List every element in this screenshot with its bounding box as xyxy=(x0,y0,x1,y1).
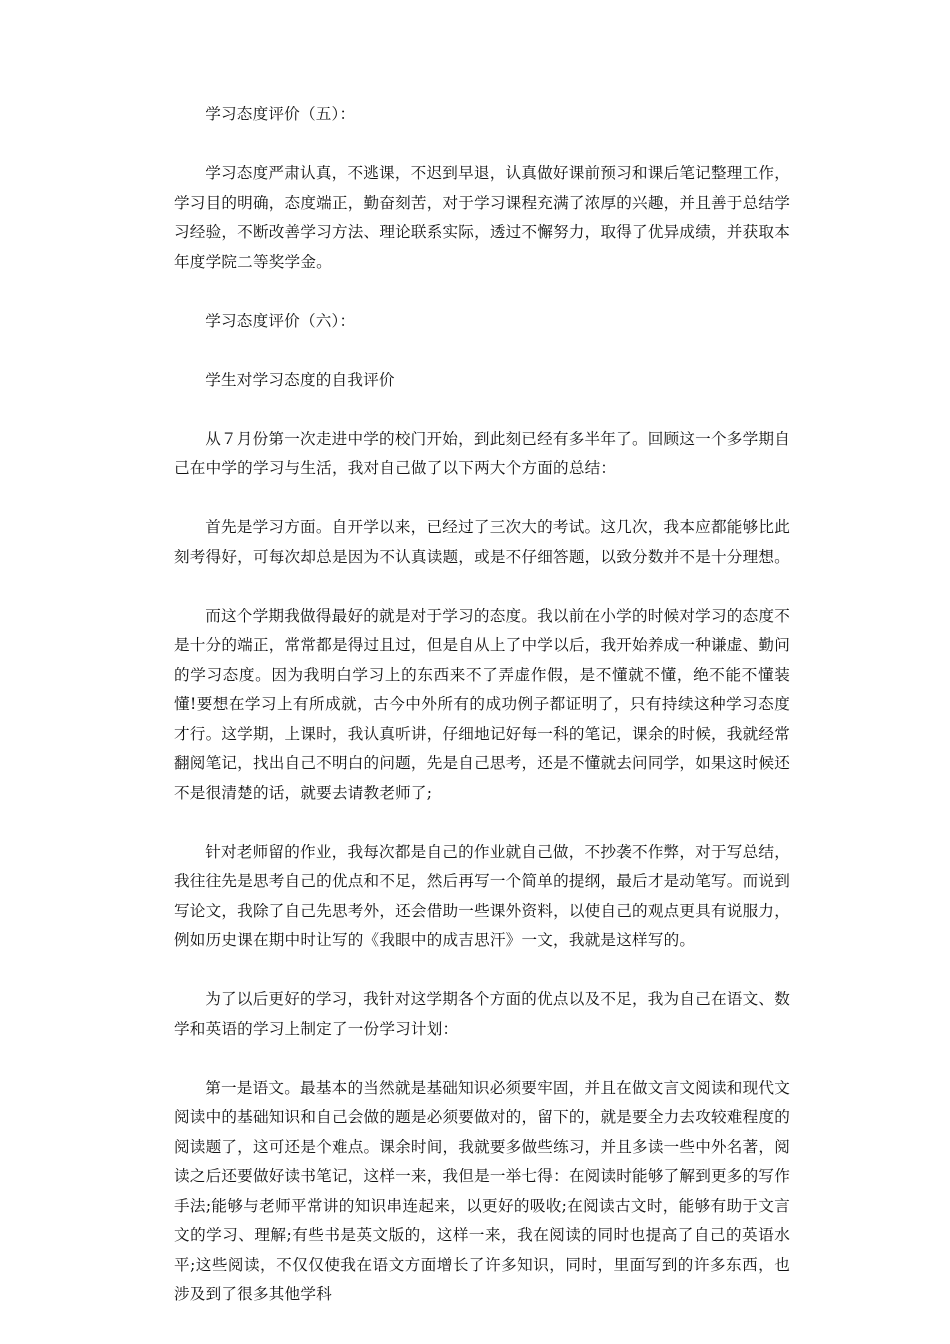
paragraph-chinese-plan: 第一是语文。最基本的当然就是基础知识必须要牢固，并且在做文言文阅读和现代文阅读中的基础知识和自己会做的题是必须要做对的，留下的，就是要全力去攻较难程度的阅读题了，这可还是个难点。课余时间，我就要多做些练习，并且多读一些中外名著，阅读之后还要做好读书笔记，这样一来，我但是一举七得：在阅读时能够了解到更多的写作手法;能够与老师平常讲的知识串连起来，以更好的吸收;在阅读古文时，能够有助于文言文的学习、理解;有些书是英文版的，这样一来，我在阅读的同时也提高了自己的英语水平;这些阅读，不仅仅使我在语文方面增长了许多知识，同时，里面写到的许多东西，也涉及到了很多其他学科 xyxy=(174,1078,790,1303)
paragraph-study-aspect: 首先是学习方面。自开学以来，已经过了三次大的考试。这几次，我本应都能够比此刻考得好，可每次却总是因为不认真读题，或是不仔细答题，以致分数并不是十分理想。 xyxy=(174,518,790,566)
section-heading-five: 学习态度评价（五）： xyxy=(205,105,356,123)
section-heading-six: 学习态度评价（六）： xyxy=(205,311,356,330)
subheading-self-evaluation: 学生对学习态度的自我评价 xyxy=(205,370,395,389)
paragraph-evaluation-five: 学习态度严肃认真，不逃课，不迟到早退，认真做好课前预习和课后笔记整理工作，学习目的明确，态度端正，勤奋刻苦，对于学习课程充满了浓厚的兴趣，并且善于总结学习经验，不断改善学习方法、理论联系实际，透过不懈努力，取得了优异成绩，并获取本年度学院二等奖学金。 xyxy=(174,164,790,271)
document-page xyxy=(174,100,790,1310)
paragraph-study-attitude: 而这个学期我做得最好的就是对于学习的态度。我以前在小学的时候对学习的态度不是十分的端正，常常都是得过且过，但是自从上了中学以后，我开始养成一种谦虚、勤问的学习态度。因为我明白学习上的东西来不了弄虚作假，是不懂就不懂，绝不能不懂装懂!要想在学习上有所成就，古今中外所有的成功例子都证明了，只有持续这种学习态度才行。这学期，上课时，我认真听讲，仔细地记好每一科的笔记，课余的时候，我就经常翻阅笔记，找出自己不明白的问题，先是自己思考，还是不懂就去问同学，如果这时候还不是很清楚的话，就要去请教老师了; xyxy=(174,606,790,802)
paragraph-homework: 针对老师留的作业，我每次都是自己的作业就自己做，不抄袭不作弊，对于写总结，我往往先是思考自己的优点和不足，然后再写一个简单的提纲，最后才是动笔写。而说到写论文，我除了自己先思考外，还会借助一些课外资料，以使自己的观点更具有说服力，例如历史课在期中时让写的《我眼中的成吉思汗》一文，我就是这样写的。 xyxy=(174,842,790,949)
paragraph-intro: 从７月份第一次走进中学的校门开始，到此刻已经有多半年了。回顾这一个多学期自己在中学的学习与生活，我对自己做了以下两大个方面的总结： xyxy=(174,429,790,477)
paragraph-study-plan: 为了以后更好的学习，我针对这学期各个方面的优点以及不足，我为自己在语文、数学和英语的学习上制定了一份学习计划： xyxy=(174,990,790,1038)
